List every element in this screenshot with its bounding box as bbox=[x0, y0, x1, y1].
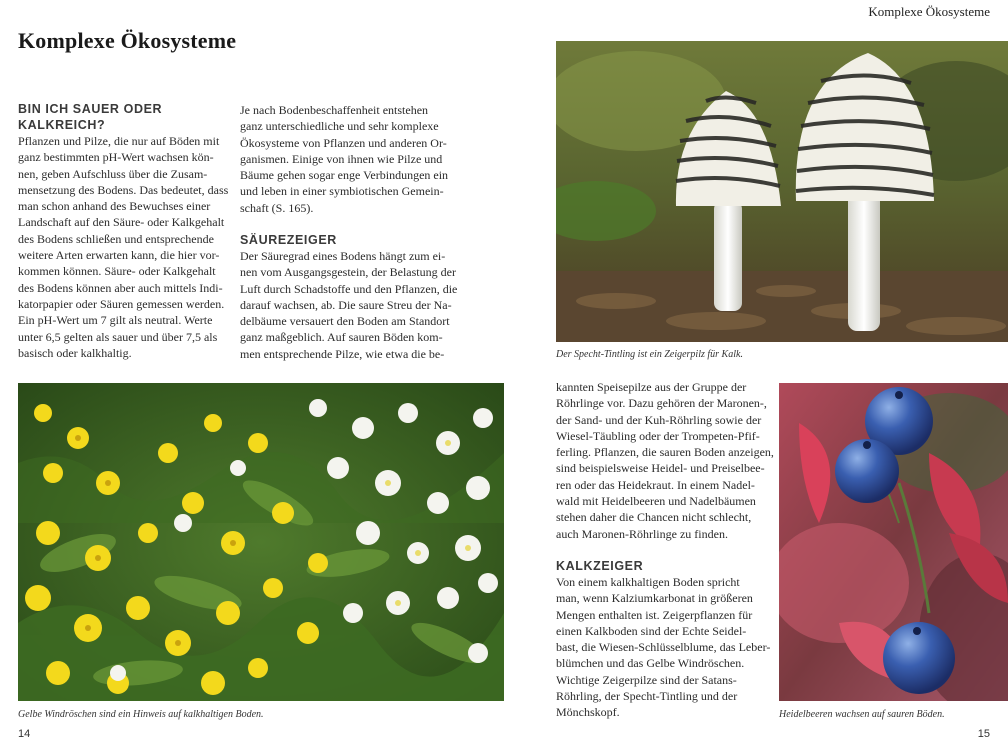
section-saeurezeiger bbox=[240, 232, 465, 362]
text-line: man, wenn Kalziumkarbonat in größeren bbox=[556, 591, 753, 606]
text-line: ganz bestimmten pH-Wert wachsen kön- bbox=[18, 150, 214, 165]
text-line: blümchen und das Gelbe Windröschen. bbox=[556, 656, 745, 671]
blueberry-photo bbox=[779, 383, 1008, 701]
page-number-right: 15 bbox=[977, 728, 990, 740]
text-line: mensetzung des Bodens. Das bedeutet, dass bbox=[18, 182, 229, 197]
text-line: einen Kalkboden sind der Echte Seidel- bbox=[556, 623, 747, 638]
text-line: Wichtige Zeigerpilze sind der Satans- bbox=[556, 672, 737, 687]
text-line: wald mit Heidelbeeren und Nadelbäumen bbox=[556, 494, 756, 509]
text-line: schaft (S. 165). bbox=[240, 200, 314, 215]
text-line: men entsprechende Pilze, wie etwa die be- bbox=[240, 346, 445, 361]
blueberry-illustration bbox=[779, 383, 1008, 701]
text-line: unter 6,5 gelten als sauer und über 7,5 als bbox=[18, 329, 218, 344]
heading-line: BIN ICH SAUER ODER bbox=[18, 102, 163, 116]
text-line: Der Säuregrad eines Bodens hängt zum ei- bbox=[240, 249, 446, 263]
text-line: Ökosysteme von Pflanzen und anderen Or- bbox=[240, 135, 447, 150]
page-number-left: 14 bbox=[18, 728, 31, 740]
text-line: ganismen. Einige von ihnen wie Pilze und bbox=[240, 151, 443, 166]
text-line: kommen können. Säure- oder Kalkgehalt bbox=[18, 264, 216, 279]
text-line: Röhrling, der Specht-Tintling und der bbox=[556, 689, 738, 704]
section-kalkzeiger bbox=[556, 558, 774, 721]
text-line: Bäume gehen sogar enge Verbindungen ein bbox=[240, 168, 449, 183]
page-title: Komplexe Ökosysteme bbox=[18, 28, 237, 53]
text-line: Von einem kalkhaltigen Boden spricht bbox=[556, 575, 740, 589]
text-line: ganz maßgeblich. Auf sauren Böden kom- bbox=[240, 330, 443, 345]
running-head: Komplexe Ökosysteme bbox=[868, 4, 990, 19]
text-line: ferling. Pflanzen, die sauren Boden anzeigen, bbox=[556, 445, 774, 460]
section-heading: SÄUREZEIGER bbox=[240, 233, 337, 247]
text-line: katorpapier oder Säuren gemessen werden. bbox=[18, 296, 225, 311]
section-body bbox=[556, 574, 774, 721]
right-page bbox=[504, 0, 1008, 738]
section-body bbox=[240, 248, 465, 362]
text-line: nen vom Ausgangsgestein, der Belastung der bbox=[240, 265, 456, 280]
berries-caption: Heidelbeeren wachsen auf sauren Böden. bbox=[779, 709, 945, 720]
text-line: des Bodens schließen und entsprechende bbox=[18, 231, 214, 246]
flowers-caption: Gelbe Windröschen sind ein Hinweis auf kalkhaltigen Boden. bbox=[18, 709, 264, 720]
text-line: darauf wachsen, ab. Die saure Streu der Na- bbox=[240, 297, 452, 312]
text-line: kannten Speisepilze aus der Gruppe der bbox=[556, 380, 747, 394]
continued-text bbox=[556, 379, 774, 542]
heading-line: KALKREICH? bbox=[18, 118, 106, 132]
anemone-photo bbox=[18, 383, 504, 701]
flowers-illustration bbox=[18, 383, 504, 701]
text-line: Luft durch Schadstoffe und den Pflanzen, die bbox=[240, 281, 458, 296]
text-line: der Sand- und der Kuh-Röhrling sowie der bbox=[556, 412, 762, 427]
text-line: stehen daher die Chancen nicht schlecht, bbox=[556, 510, 752, 525]
text-line: Röhrlinge vor. Dazu gehören der Maronen-, bbox=[556, 396, 767, 411]
text-line: des Bodens können aber auch mittels Indi- bbox=[18, 280, 223, 295]
section-sauer-oder-kalkreich bbox=[18, 101, 233, 361]
text-line: Mönchskopf. bbox=[556, 705, 620, 720]
text-line: Ein pH-Wert um 7 gilt als neutral. Werte bbox=[18, 313, 213, 328]
text-line: weitere Arten erwarten kann, die hier vor- bbox=[18, 248, 220, 263]
text-line: Landschaft auf den Säure- oder Kalkgehalt bbox=[18, 215, 225, 230]
mushroom-photo bbox=[556, 41, 1008, 342]
text-line: nen, geben Aufschluss über die Zusam- bbox=[18, 166, 208, 181]
section-heading: KALKZEIGER bbox=[556, 559, 644, 573]
text-line: und leben in einer symbiotischen Gemein- bbox=[240, 184, 444, 199]
text-line: auch Maronen-Röhrlinge zu finden. bbox=[556, 526, 728, 541]
text-line: Mengen enthalten ist. Zeigerpflanzen für bbox=[556, 607, 753, 622]
intro-text bbox=[240, 102, 465, 216]
text-line: bast, die Wiesen-Schlüsselblume, das Leber- bbox=[556, 640, 771, 655]
mushroom-caption: Der Specht-Tintling ist ein Zeigerpilz für Kalk. bbox=[556, 349, 743, 360]
text-line: delbäume versauert den Boden am Standort bbox=[240, 314, 450, 329]
section-body bbox=[18, 133, 233, 361]
text-line: ren oder das Heidekraut. In einem Nadel- bbox=[556, 477, 755, 492]
text-line: sind beispielsweise Heidel- und Preiselbee- bbox=[556, 461, 765, 476]
section-heading bbox=[18, 101, 233, 133]
text-line: Pflanzen und Pilze, die nur auf Böden mit bbox=[18, 134, 220, 148]
text-line: basisch oder kalkhaltig. bbox=[18, 345, 132, 360]
text-line: Wiesel-Täubling oder der Trompeten-Pfif- bbox=[556, 428, 760, 443]
mushroom-illustration bbox=[556, 41, 1008, 342]
text-line: man schon anhand des Bewuchses einer bbox=[18, 199, 211, 214]
text-line: ganz unterschiedliche und sehr komplexe bbox=[240, 119, 439, 134]
text-line: Je nach Bodenbeschaffenheit entstehen bbox=[240, 103, 429, 117]
left-page bbox=[0, 0, 504, 738]
